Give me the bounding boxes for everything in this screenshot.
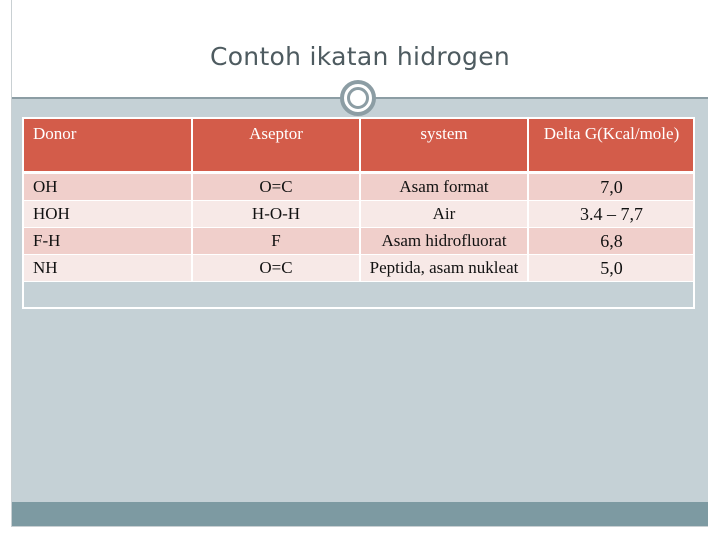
cell-delta-g: 3.4 – 7,7 <box>528 201 694 228</box>
cell-system: Asam format <box>360 173 528 201</box>
header-system: system <box>360 119 528 173</box>
cell-donor: OH <box>24 173 192 201</box>
hydrogen-bond-table <box>24 119 694 282</box>
table-row <box>24 201 694 228</box>
table-header-row <box>24 119 694 173</box>
table-row <box>24 255 694 282</box>
cell-aseptor: H-O-H <box>192 201 360 228</box>
cell-delta-g: 5,0 <box>528 255 694 282</box>
cell-system: Air <box>360 201 528 228</box>
cell-aseptor: F <box>192 228 360 255</box>
header-delta-g: Delta G(Kcal/mole) <box>528 119 694 173</box>
cell-donor: F-H <box>24 228 192 255</box>
cell-system: Asam hidrofluorat <box>360 228 528 255</box>
header-donor: Donor <box>24 119 192 173</box>
table-row <box>24 173 694 201</box>
cell-delta-g: 6,8 <box>528 228 694 255</box>
cell-aseptor: O=C <box>192 255 360 282</box>
cell-donor: HOH <box>24 201 192 228</box>
cell-donor: NH <box>24 255 192 282</box>
slide-title: Contoh ikatan hidrogen <box>209 42 511 71</box>
cell-system: Peptida, asam nukleat <box>360 255 528 282</box>
footer-bar <box>12 502 708 526</box>
table-row <box>24 228 694 255</box>
cell-aseptor: O=C <box>192 173 360 201</box>
header-aseptor: Aseptor <box>192 119 360 173</box>
ring-ornament-icon <box>340 80 376 116</box>
cell-delta-g: 7,0 <box>528 173 694 201</box>
